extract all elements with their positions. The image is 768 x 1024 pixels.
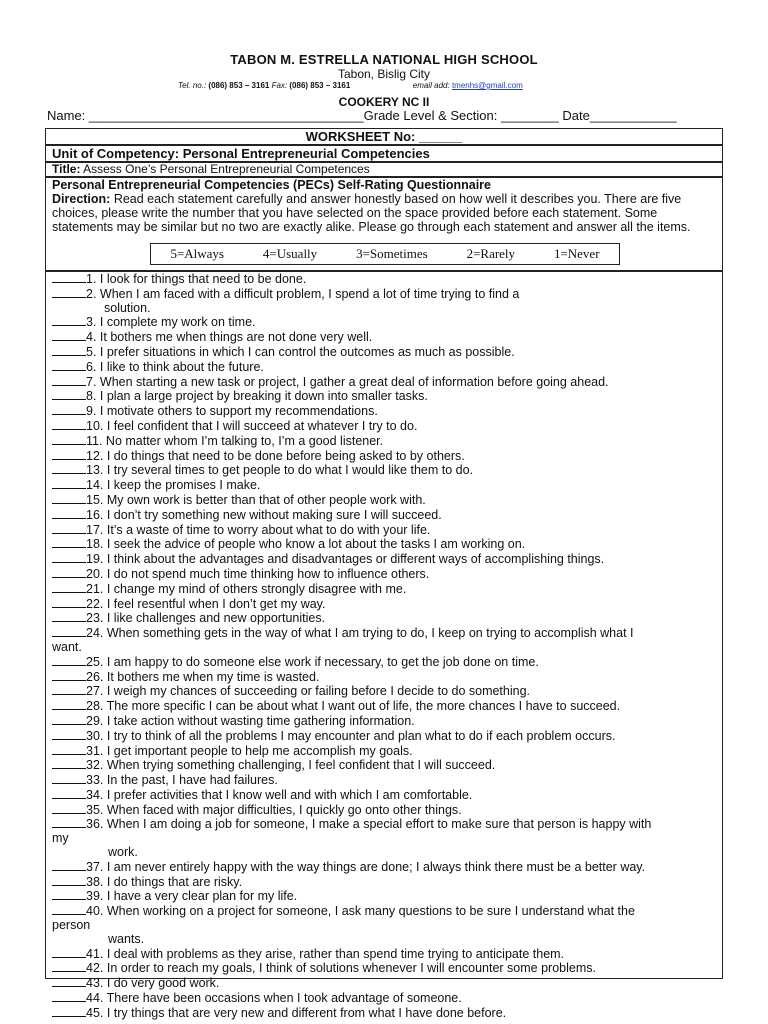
direction-label: Direction: [52, 192, 111, 206]
school-name: TABON M. ESTRELLA NATIONAL HIGH SCHOOL [230, 52, 538, 67]
title-text: Assess One’s Personal Entrepreneurial Competences [80, 162, 370, 176]
answer-blank[interactable] [52, 537, 86, 548]
list-item: 16. I don’t try something new without making sure I will succeed. [52, 508, 722, 523]
answer-blank[interactable] [52, 493, 86, 504]
list-item: 8. I plan a large project by breaking it down into smaller tasks. [52, 389, 722, 404]
answer-blank[interactable] [52, 360, 86, 371]
list-item: 36. When I am doing a job for someone, I make a special effort to make sure that person is happy with [52, 817, 722, 832]
rating-scale [150, 243, 620, 265]
answer-blank[interactable] [52, 552, 86, 563]
list-item: 7. When starting a new task or project, I gather a great deal of information before going ahead. [52, 375, 722, 390]
contact-line [178, 81, 523, 90]
answer-blank[interactable] [52, 626, 86, 637]
school-address: Tabon, Bislig City [337, 67, 431, 81]
answer-blank[interactable] [52, 817, 86, 828]
fax-label: Fax: [271, 81, 288, 90]
list-item-continuation: solution. [104, 300, 151, 315]
answer-blank[interactable] [52, 670, 86, 681]
subject-title: COOKERY NC II [338, 95, 430, 109]
answer-blank[interactable] [52, 345, 86, 356]
direction-body: Read each statement carefully and answer honestly based on how well it describes you. There are five choices, please write the number that you have selected on the space provided before each statement. Some statements may be similar but no two are exactly alike. Please go through each statement and answer all the items. [52, 192, 691, 234]
answer-blank[interactable] [52, 788, 86, 799]
list-item: 40. When working on a project for someone, I ask many questions to be sure I understand what the [52, 904, 722, 919]
list-item: 18. I seek the advice of people who know a lot about the tasks I am working on. [52, 537, 722, 552]
answer-blank[interactable] [52, 272, 86, 283]
list-item: 12. I do things that need to be done before being asked to by others. [52, 449, 722, 464]
list-item: 5. I prefer situations in which I can control the outcomes as much as possible. [52, 345, 722, 360]
questionnaire-heading: Personal Entrepreneurial Competencies (PECs) Self-Rating Questionnaire [52, 178, 491, 192]
list-item: 9. I motivate others to support my recommendations. [52, 404, 722, 419]
list-item: 21. I change my mind of others strongly disagree with me. [52, 582, 722, 597]
answer-blank[interactable] [52, 375, 86, 386]
fax-number: (086) 853 – 3161 [289, 81, 351, 90]
tel-label: Tel. no.: [178, 81, 207, 90]
list-item: 42. In order to reach my goals, I think of solutions whenever I will encounter some problems. [52, 961, 722, 976]
list-item: 25. I am happy to do someone else work if necessary, to get the job done on time. [52, 655, 722, 670]
list-item: 33. In the past, I have had failures. [52, 773, 722, 788]
list-item: 38. I do things that are risky. [52, 875, 722, 890]
answer-blank[interactable] [52, 389, 86, 400]
scale-never: 1=Never [553, 246, 600, 261]
list-item: 13. I try several times to get people to do what I would like them to do. [52, 463, 722, 478]
list-item: 43. I do very good work. [52, 976, 722, 991]
answer-blank[interactable] [52, 991, 86, 1002]
answer-blank[interactable] [52, 904, 86, 915]
answer-blank[interactable] [52, 434, 86, 445]
list-item-continuation: person [52, 918, 91, 933]
list-item: 10. I feel confident that I will succeed at whatever I try to do. [52, 419, 722, 434]
answer-blank[interactable] [52, 947, 86, 958]
list-item: 30. I try to think of all the problems I may encounter and plan what to do if each problem occurs. [52, 729, 722, 744]
answer-blank[interactable] [52, 714, 86, 725]
list-item: 26. It bothers me when my time is wasted. [52, 670, 722, 685]
list-item: 39. I have a very clear plan for my life. [52, 889, 722, 904]
answer-blank[interactable] [52, 773, 86, 784]
list-item: 23. I like challenges and new opportunities. [52, 611, 722, 626]
answer-blank[interactable] [52, 508, 86, 519]
answer-blank[interactable] [52, 463, 86, 474]
list-item: 28. The more specific I can be about what I want out of life, the more chances I have to succeed. [52, 699, 722, 714]
answer-blank[interactable] [52, 478, 86, 489]
list-item: 34. I prefer activities that I know well and with which I am comfortable. [52, 788, 722, 803]
list-item: 4. It bothers me when things are not done very well. [52, 330, 722, 345]
answer-blank[interactable] [52, 976, 86, 987]
list-item: 27. I weigh my chances of succeeding or failing before I decide to do something. [52, 684, 722, 699]
answer-blank[interactable] [52, 803, 86, 814]
list-item: 14. I keep the promises I make. [52, 478, 722, 493]
answer-blank[interactable] [52, 758, 86, 769]
list-item: 15. My own work is better than that of other people work with. [52, 493, 722, 508]
unit-of-competency: Unit of Competency: Personal Entrepreneurial Competencies [45, 145, 723, 162]
questionnaire-items [45, 271, 723, 1020]
answer-blank[interactable] [52, 419, 86, 430]
list-item-continuation: want. [52, 639, 82, 654]
list-item: 19. I think about the advantages and disadvantages or different ways of accomplishing things. [52, 552, 722, 567]
worksheet-number: WORKSHEET No: ______ [45, 128, 723, 145]
answer-blank[interactable] [52, 699, 86, 710]
email-label: email add: [412, 81, 450, 90]
list-item: 22. I feel resentful when I don’t get my way. [52, 597, 722, 612]
name-grade-date-line: Name: ______________________________________Grade Level & Section: ________ Date____________ [47, 108, 677, 123]
answer-blank[interactable] [52, 684, 86, 695]
answer-blank[interactable] [52, 287, 86, 298]
answer-blank[interactable] [52, 875, 86, 886]
list-item: 45. I try things that are very new and different from what I have done before. [52, 1006, 722, 1021]
list-item: 1. I look for things that need to be done. [52, 272, 722, 287]
list-item: 29. I take action without wasting time gathering information. [52, 714, 722, 729]
list-item: 32. When trying something challenging, I feel confident that I will succeed. [52, 758, 722, 773]
answer-blank[interactable] [52, 449, 86, 460]
tel-number: (086) 853 – 3161 [208, 81, 270, 90]
list-item: 3. I complete my work on time. [52, 315, 722, 330]
scale-usually: 4=Usually [262, 246, 318, 261]
answer-blank[interactable] [52, 330, 86, 341]
list-item: 24. When something gets in the way of what I am trying to do, I keep on trying to accomplish what I [52, 626, 722, 641]
list-item: 11. No matter whom I’m talking to, I’m a good listener. [52, 434, 722, 449]
answer-blank[interactable] [52, 655, 86, 666]
list-item: 17. It’s a waste of time to worry about what to do with your life. [52, 523, 722, 538]
answer-blank[interactable] [52, 611, 86, 622]
answer-blank[interactable] [52, 582, 86, 593]
scale-rarely: 2=Rarely [466, 246, 516, 261]
scale-sometimes: 3=Sometimes [356, 246, 428, 261]
list-item: 31. I get important people to help me accomplish my goals. [52, 744, 722, 759]
list-item-continuation: my [52, 831, 69, 846]
list-item: 35. When faced with major difficulties, I quickly go onto other things. [52, 803, 722, 818]
answer-blank[interactable] [52, 860, 86, 871]
answer-blank[interactable] [52, 889, 86, 900]
answer-blank[interactable] [52, 729, 86, 740]
title-label: Title: [52, 162, 81, 176]
answer-blank[interactable] [52, 1006, 86, 1017]
list-item-continuation: wants. [108, 931, 145, 946]
list-item-continuation: work. [108, 845, 138, 860]
list-item: 44. There have been occasions when I took advantage of someone. [52, 991, 722, 1006]
answer-blank[interactable] [52, 315, 86, 326]
title-row [45, 162, 723, 177]
scale-always: 5=Always [170, 246, 224, 261]
answer-blank[interactable] [52, 961, 86, 972]
email-link[interactable]: tmenhs@gmail.com [451, 81, 523, 90]
list-item: 41. I deal with problems as they arise, rather than spend time trying to anticipate them. [52, 947, 722, 962]
direction-text [52, 192, 716, 234]
answer-blank[interactable] [52, 404, 86, 415]
list-item: 2. When I am faced with a difficult problem, I spend a lot of time trying to find a [52, 287, 722, 302]
list-item: 20. I do not spend much time thinking how to influence others. [52, 567, 722, 582]
answer-blank[interactable] [52, 523, 86, 534]
answer-blank[interactable] [52, 744, 86, 755]
list-item: 6. I like to think about the future. [52, 360, 722, 375]
answer-blank[interactable] [52, 567, 86, 578]
list-item: 37. I am never entirely happy with the way things are done; I always think there must be a better way. [52, 860, 722, 875]
answer-blank[interactable] [52, 597, 86, 608]
